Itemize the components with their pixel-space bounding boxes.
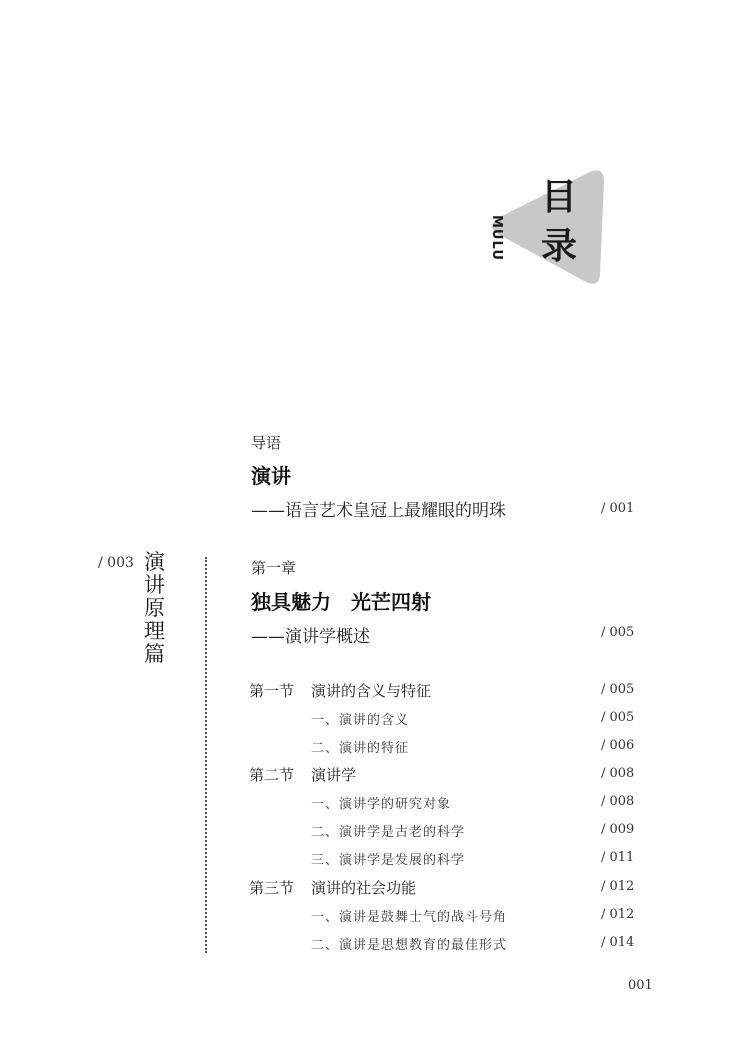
intro-label: 导语: [251, 434, 282, 452]
section-3-item-2-page: / 014: [601, 935, 635, 950]
section-3-item-1: 一、演讲是鼓舞士气的战斗号角: [311, 910, 508, 925]
section-2-page: / 008: [601, 766, 635, 781]
footer-page-number: 001: [628, 978, 653, 993]
chapter-title: 独具魅力 光芒四射: [251, 590, 431, 614]
section-1-item-2-page: / 006: [601, 738, 635, 753]
section-3-title: 演讲的社会功能: [311, 879, 417, 897]
section-2-item-1: 一、演讲学的研究对象: [311, 797, 452, 812]
section-2-item-2: 二、演讲学是古老的科学: [311, 825, 466, 840]
section-1-item-2: 二、演讲的特征: [311, 741, 410, 756]
section-2-item-3-page: / 011: [601, 850, 635, 865]
toc-title-char-1: 目: [541, 177, 578, 218]
section-3-page: / 012: [601, 879, 635, 894]
section-2-item-2-page: / 009: [601, 822, 635, 837]
section-1-item-1-page: / 005: [601, 710, 635, 725]
chapter-subtitle: ——演讲学概述: [251, 627, 370, 647]
part-divider-dotted-line: [205, 557, 207, 953]
section-2-item-1-page: / 008: [601, 794, 635, 809]
section-1-page: / 005: [601, 682, 635, 697]
part-title: 演讲原理篇: [144, 550, 165, 666]
section-2-item-3: 三、演讲学是发展的科学: [311, 853, 466, 868]
section-2-label: 第二节: [249, 766, 295, 784]
section-1-label: 第一节: [249, 682, 295, 700]
section-1-title: 演讲的含义与特征: [311, 682, 432, 700]
intro-subtitle: ——语言艺术皇冠上最耀眼的明珠: [251, 501, 506, 521]
toc-title-pinyin: MULU: [489, 215, 504, 261]
section-3-label: 第三节: [249, 879, 295, 897]
intro-title: 演讲: [251, 464, 291, 488]
section-3-item-2: 二、演讲是思想教育的最佳形式: [311, 938, 508, 953]
chapter-label: 第一章: [251, 559, 297, 577]
chapter-page: / 005: [601, 625, 635, 640]
section-1-item-1: 一、演讲的含义: [311, 713, 410, 728]
toc-title-char-2: 录: [541, 226, 578, 267]
part-page: / 003: [98, 555, 134, 571]
section-3-item-1-page: / 012: [601, 907, 635, 922]
section-2-title: 演讲学: [311, 766, 357, 784]
intro-page: / 001: [601, 501, 635, 516]
